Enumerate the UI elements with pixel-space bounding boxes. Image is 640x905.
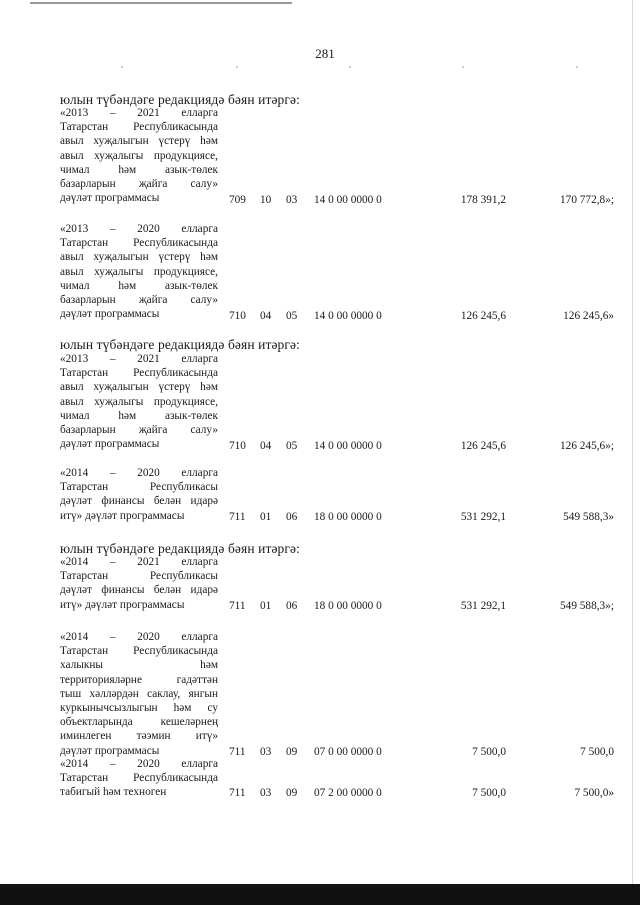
subsection-code: 05 [286,310,298,322]
description-line: Татарстан Республикасында [60,645,218,658]
description-line: «2014 – 2020 елларга [60,758,218,770]
code-row [60,309,640,323]
amount-year-2: 170 772,8»; [560,194,614,206]
program-description [60,352,218,451]
target-article-code: 14 0 00 0000 0 [314,194,382,206]
amount-year-2: 7 500,0» [574,787,614,799]
section-heading: юлын түбәндәге редакциядә бәян итәргә: [60,541,300,556]
description-line: «2014 – 2020 елларга [60,467,218,479]
description-line: дәүләт программасы [60,438,160,451]
target-article-code: 07 2 00 0000 0 [314,787,382,799]
description-line: авыл хуҗалыгын үстерү һәм [60,251,218,264]
description-line: Татарстан Республикасы [60,481,218,494]
description-line: «2013 – 2021 елларга [60,353,218,365]
description-line: дәүләт финансы белән идарә [60,495,218,508]
code-row [60,193,640,207]
amount-year-2: 126 245,6» [563,310,614,322]
amount-year-1: 531 292,1 [460,600,506,612]
section-code: 03 [260,746,272,758]
description-line: авыл хуҗалыгы продукциясе, [60,265,218,278]
description-line: дәүләт программасы [60,192,160,205]
section-code: 03 [260,787,272,799]
section-heading: юлын түбәндәге редакциядә бәян итәргә: [60,92,300,107]
code-row [60,599,640,613]
description-line: итү» дәүләт программасы [60,598,185,611]
description-line: тыш хәлләрдән саклау, янгын [60,687,218,700]
description-line: чимал һәм азык-төлек [60,409,218,422]
target-article-code: 14 0 00 0000 0 [314,440,382,452]
ministry-code: 711 [229,600,246,612]
subsection-code: 03 [286,194,298,206]
budget-entry [60,555,640,613]
description-line: халыкны һәм [60,659,218,672]
description-line: чимал һәм азык-төлек [60,279,218,292]
section-code: 10 [260,194,272,206]
description-line: куркынычсызлыгын һәм су [60,702,218,715]
amount-year-1: 178 391,2 [460,194,506,206]
budget-entry [60,466,640,524]
ministry-code: 711 [229,746,246,758]
program-description [60,106,218,205]
section-heading: юлын түбәндәге редакциядә бәян итәргә: [60,337,300,352]
budget-entry [60,630,640,759]
description-line: Татарстан Республикасында [60,121,218,134]
description-line: территорияләрне гадәттән [60,673,218,686]
description-line: дәүләт программасы [60,308,160,321]
budget-entry [60,352,640,453]
description-line: авыл хуҗалыгы продукциясе, [60,149,218,162]
amount-year-1: 126 245,6 [460,440,506,452]
description-line: «2014 – 2021 елларга [60,556,218,568]
code-row [60,510,640,524]
section-code: 01 [260,511,272,523]
amount-year-2: 7 500,0 [580,746,614,758]
ministry-code: 711 [229,787,246,799]
scan-bottom-bar [0,884,640,905]
description-line: объектларында кешеләрнең [60,716,218,729]
page-number: 281 [315,46,335,61]
ministry-code: 710 [229,310,246,322]
section-code: 04 [260,310,272,322]
description-line: «2013 – 2020 елларга [60,223,218,235]
ministry-code: 710 [229,440,246,452]
subsection-code: 06 [286,511,298,523]
target-article-code: 14 0 00 0000 0 [314,310,382,322]
amount-year-2: 549 588,3»; [560,600,614,612]
description-line: чимал һәм азык-төлек [60,163,218,176]
budget-entry [60,222,640,323]
code-row [60,439,640,453]
subsection-code: 06 [286,600,298,612]
description-line: Татарстан Республикасында [60,772,218,785]
ministry-code: 711 [229,511,246,523]
description-line: итү» дәүләт программасы [60,509,185,522]
subsection-code: 05 [286,440,298,452]
top-rule [30,2,292,4]
description-line: дәүләт финансы белән идарә [60,584,218,597]
budget-entry [60,757,640,800]
description-line: базарларын җайга салу» [60,178,218,191]
description-line: базарларын җайга салу» [60,424,218,437]
amount-year-2: 126 245,6»; [560,440,614,452]
description-line: табигый һәм техноген [60,786,167,799]
target-article-code: 18 0 00 0000 0 [314,511,382,523]
subsection-code: 09 [286,787,298,799]
amount-year-1: 531 292,1 [460,511,506,523]
dotted-guide [0,66,640,72]
description-line: Татарстан Республикасында [60,237,218,250]
description-line: базарларын җайга салу» [60,294,218,307]
description-line: Татарстан Республикасы [60,570,218,583]
section-code: 04 [260,440,272,452]
section-code: 01 [260,600,272,612]
description-line: авыл хуҗалыгын үстерү һәм [60,381,218,394]
program-description [60,630,218,758]
amount-year-1: 126 245,6 [460,310,506,322]
description-line: авыл хуҗалыгы продукциясе, [60,395,218,408]
amount-year-2: 549 588,3» [563,511,614,523]
amount-year-1: 7 500,0 [472,746,506,758]
subsection-code: 09 [286,746,298,758]
description-line: авыл хуҗалыгын үстерү һәм [60,135,218,148]
description-line: «2014 – 2020 елларга [60,631,218,643]
budget-entry [60,106,640,207]
target-article-code: 07 0 00 0000 0 [314,746,382,758]
description-line: иминлеген тәэмин итү» [60,730,218,743]
code-row [60,786,640,800]
description-line: «2013 – 2021 елларга [60,107,218,119]
description-line: Татарстан Республикасында [60,367,218,380]
amount-year-1: 7 500,0 [472,787,506,799]
description-line: дәүләт программасы [60,744,160,757]
program-description [60,222,218,321]
ministry-code: 709 [229,194,246,206]
target-article-code: 18 0 00 0000 0 [314,600,382,612]
